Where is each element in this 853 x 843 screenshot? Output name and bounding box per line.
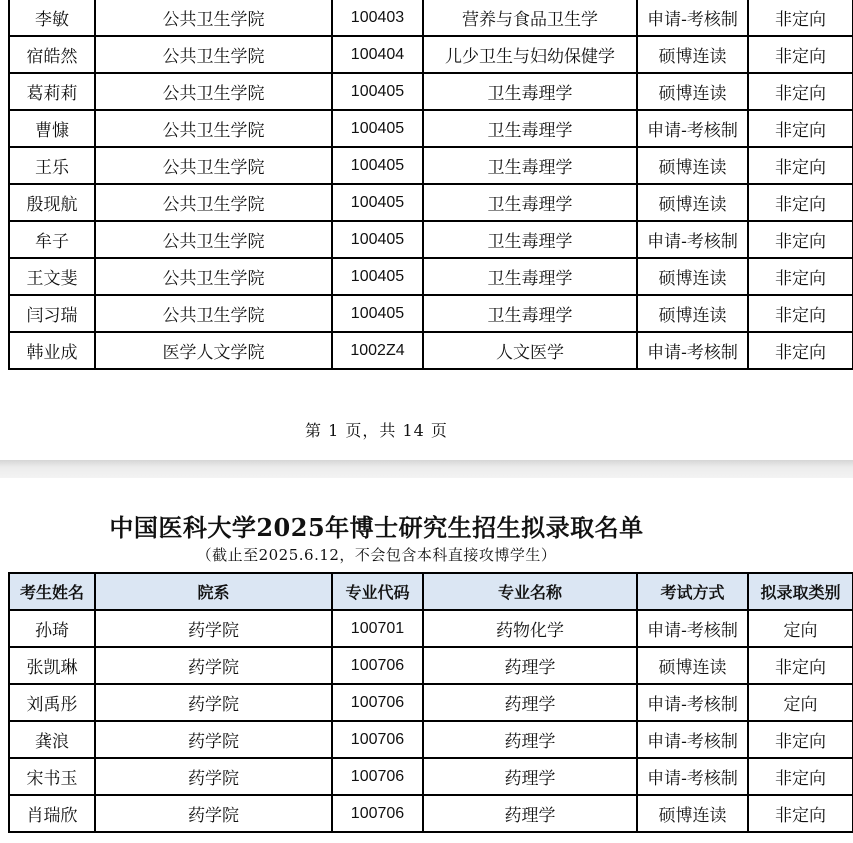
major-code-cell: 100706 <box>332 721 423 758</box>
major-name-cell: 药理学 <box>423 721 637 758</box>
department-cell: 公共卫生学院 <box>95 36 332 73</box>
candidate-name-cell: 肖瑞欣 <box>9 795 95 832</box>
candidate-name-cell: 宋书玉 <box>9 758 95 795</box>
exam-method-cell: 硕博连读 <box>637 295 748 332</box>
table-row <box>9 147 853 184</box>
admission-table-page-1 <box>8 0 853 370</box>
page-separator <box>0 460 853 478</box>
admission-type-cell: 非定向 <box>748 795 853 832</box>
major-code-cell: 100405 <box>332 221 423 258</box>
candidate-name-cell: 葛莉莉 <box>9 73 95 110</box>
admission-type-cell: 定向 <box>748 610 853 647</box>
major-code-cell: 100706 <box>332 647 423 684</box>
department-cell: 公共卫生学院 <box>95 184 332 221</box>
major-name-cell: 药理学 <box>423 795 637 832</box>
document-title: 中国医科大学2025年博士研究生招生拟录取名单 <box>109 513 644 542</box>
admission-type-cell: 定向 <box>748 684 853 721</box>
major-code-cell: 100405 <box>332 73 423 110</box>
major-name-cell: 卫生毒理学 <box>423 295 637 332</box>
major-name-cell: 药理学 <box>423 647 637 684</box>
candidate-name-cell: 龚浪 <box>9 721 95 758</box>
candidate-name-cell: 牟子 <box>9 221 95 258</box>
exam-method-cell: 申请-考核制 <box>637 684 748 721</box>
admission-type-cell: 非定向 <box>748 221 853 258</box>
major-code-cell: 100404 <box>332 36 423 73</box>
major-code-cell: 100405 <box>332 147 423 184</box>
exam-method-cell: 申请-考核制 <box>637 610 748 647</box>
exam-method-cell: 申请-考核制 <box>637 332 748 369</box>
department-cell: 公共卫生学院 <box>95 110 332 147</box>
admission-type-cell: 非定向 <box>748 36 853 73</box>
exam-method-cell: 硕博连读 <box>637 36 748 73</box>
department-cell: 药学院 <box>95 758 332 795</box>
pdf-page-2 <box>0 478 853 843</box>
table-row <box>9 758 853 795</box>
department-cell: 公共卫生学院 <box>95 221 332 258</box>
exam-method-cell: 硕博连读 <box>637 73 748 110</box>
admission-type-cell: 非定向 <box>748 258 853 295</box>
major-code-cell: 100405 <box>332 110 423 147</box>
table-row <box>9 258 853 295</box>
table-row <box>9 110 853 147</box>
department-cell: 公共卫生学院 <box>95 295 332 332</box>
candidate-name-cell: 殷现航 <box>9 184 95 221</box>
column-header-exam-method: 考试方式 <box>637 573 748 610</box>
major-name-cell: 药物化学 <box>423 610 637 647</box>
department-cell: 药学院 <box>95 610 332 647</box>
table-row <box>9 647 853 684</box>
major-code-cell: 100706 <box>332 684 423 721</box>
admission-type-cell: 非定向 <box>748 73 853 110</box>
table-row <box>9 721 853 758</box>
exam-method-cell: 申请-考核制 <box>637 110 748 147</box>
column-header-name: 考生姓名 <box>9 573 95 610</box>
candidate-name-cell: 孙琦 <box>9 610 95 647</box>
major-code-cell: 100405 <box>332 184 423 221</box>
table-row <box>9 795 853 832</box>
candidate-name-cell: 曹慷 <box>9 110 95 147</box>
department-cell: 药学院 <box>95 684 332 721</box>
table-header-row <box>9 573 853 610</box>
table-row <box>9 221 853 258</box>
exam-method-cell: 硕博连读 <box>637 147 748 184</box>
candidate-name-cell: 王乐 <box>9 147 95 184</box>
exam-method-cell: 硕博连读 <box>637 647 748 684</box>
admission-type-cell: 非定向 <box>748 147 853 184</box>
exam-method-cell: 硕博连读 <box>637 795 748 832</box>
major-name-cell: 药理学 <box>423 684 637 721</box>
candidate-name-cell: 闫习瑞 <box>9 295 95 332</box>
major-code-cell: 1002Z4 <box>332 332 423 369</box>
table-row <box>9 610 853 647</box>
department-cell: 药学院 <box>95 795 332 832</box>
department-cell: 药学院 <box>95 647 332 684</box>
table-row <box>9 0 853 36</box>
column-header-major-name: 专业名称 <box>423 573 637 610</box>
major-name-cell: 卫生毒理学 <box>423 258 637 295</box>
major-name-cell: 卫生毒理学 <box>423 184 637 221</box>
department-cell: 药学院 <box>95 721 332 758</box>
major-name-cell: 营养与食品卫生学 <box>423 0 637 36</box>
admission-type-cell: 非定向 <box>748 758 853 795</box>
major-code-cell: 100706 <box>332 758 423 795</box>
admission-type-cell: 非定向 <box>748 721 853 758</box>
table-row <box>9 295 853 332</box>
department-cell: 公共卫生学院 <box>95 73 332 110</box>
exam-method-cell: 硕博连读 <box>637 184 748 221</box>
major-code-cell: 100405 <box>332 258 423 295</box>
admission-type-cell: 非定向 <box>748 332 853 369</box>
document-subtitle: （截止至2025.6.12，不会包含本科直接攻博学生） <box>196 546 557 564</box>
candidate-name-cell: 李敏 <box>9 0 95 36</box>
table-row <box>9 684 853 721</box>
major-name-cell: 儿少卫生与妇幼保健学 <box>423 36 637 73</box>
table-row <box>9 36 853 73</box>
department-cell: 公共卫生学院 <box>95 258 332 295</box>
admission-type-cell: 非定向 <box>748 647 853 684</box>
department-cell: 公共卫生学院 <box>95 0 332 36</box>
major-name-cell: 卫生毒理学 <box>423 221 637 258</box>
major-name-cell: 药理学 <box>423 758 637 795</box>
department-cell: 医学人文学院 <box>95 332 332 369</box>
table-row <box>9 332 853 369</box>
major-name-cell: 卫生毒理学 <box>423 147 637 184</box>
column-header-admission-type: 拟录取类别 <box>748 573 853 610</box>
major-code-cell: 100701 <box>332 610 423 647</box>
column-header-department: 院系 <box>95 573 332 610</box>
exam-method-cell: 硕博连读 <box>637 258 748 295</box>
candidate-name-cell: 宿皓然 <box>9 36 95 73</box>
major-code-cell: 100405 <box>332 295 423 332</box>
admission-type-cell: 非定向 <box>748 0 853 36</box>
page-number-footer: 第 1 页，共 14 页 <box>305 421 448 440</box>
exam-method-cell: 申请-考核制 <box>637 758 748 795</box>
candidate-name-cell: 王文斐 <box>9 258 95 295</box>
admission-table-page-2 <box>8 572 853 833</box>
admission-type-cell: 非定向 <box>748 184 853 221</box>
exam-method-cell: 申请-考核制 <box>637 221 748 258</box>
table-row <box>9 73 853 110</box>
exam-method-cell: 申请-考核制 <box>637 721 748 758</box>
admission-type-cell: 非定向 <box>748 110 853 147</box>
major-code-cell: 100403 <box>332 0 423 36</box>
admission-type-cell: 非定向 <box>748 295 853 332</box>
major-name-cell: 人文医学 <box>423 332 637 369</box>
major-code-cell: 100706 <box>332 795 423 832</box>
candidate-name-cell: 韩业成 <box>9 332 95 369</box>
candidate-name-cell: 张凯琳 <box>9 647 95 684</box>
major-name-cell: 卫生毒理学 <box>423 73 637 110</box>
department-cell: 公共卫生学院 <box>95 147 332 184</box>
candidate-name-cell: 刘禹彤 <box>9 684 95 721</box>
column-header-major-code: 专业代码 <box>332 573 423 610</box>
exam-method-cell: 申请-考核制 <box>637 0 748 36</box>
table-row <box>9 184 853 221</box>
major-name-cell: 卫生毒理学 <box>423 110 637 147</box>
